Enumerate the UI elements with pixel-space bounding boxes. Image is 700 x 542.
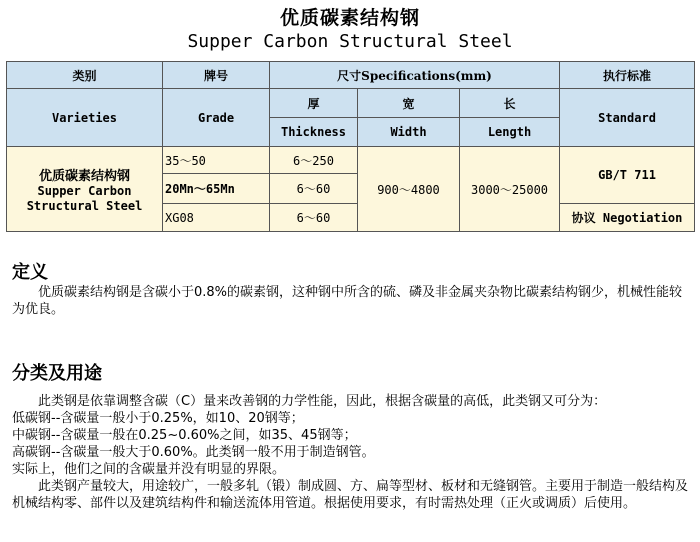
classification-line: 高碳钢--含碳量一般大于0.60%。此类钢一般不用于制造钢管。 <box>12 445 375 460</box>
thickness-cell: 6～60 <box>270 204 358 232</box>
page-title: 优质碳素结构钢 <box>279 7 420 29</box>
header-length-en: Length <box>460 118 560 147</box>
variety-name-en-line1: Supper Carbon <box>37 183 132 198</box>
definition-heading: 定义 <box>12 262 48 283</box>
classification-line: 低碳钢--含碳量一般小于0.25%，如10、20钢等； <box>12 411 304 426</box>
variety-name-cn: 优质碳素结构钢 <box>38 168 130 184</box>
header-grade-cn: 牌号 <box>163 62 270 89</box>
grade-cell: 35～50 <box>163 147 270 174</box>
spec-table <box>6 61 695 232</box>
header-category-en: Varieties <box>7 89 163 147</box>
table-row <box>7 147 695 174</box>
definition-text-block <box>12 284 692 318</box>
header-length-cn: 长 <box>460 89 560 118</box>
table-header-row-2 <box>7 89 695 118</box>
thickness-cell: 6～60 <box>270 174 358 204</box>
header-grade-en: Grade <box>163 89 270 147</box>
thickness-cell: 6～250 <box>270 147 358 174</box>
page-subtitle: Supper Carbon Structural Steel <box>187 31 513 52</box>
grade-cell: 20Mn～65Mn <box>163 174 270 204</box>
header-thickness-cn: 厚 <box>270 89 358 118</box>
header-size-cn: 尺寸Specifications(mm) <box>270 62 560 89</box>
classification-text-block <box>12 393 692 512</box>
standard-cell: GB/T 711 <box>560 147 695 204</box>
definition-text: 优质碳素结构钢是含碳小于0.8%的碳素钢，这种钢中所含的硫、磷及非金属夹杂物比碳素结构钢少，机械性能较为优良。 <box>12 285 683 317</box>
usage-text: 此类钢产量较大，用途较广，一般多轧（锻）制成圆、方、扁等型材、板材和无缝钢管。主要用于制造一般结构及机械结构零、部件以及建筑结构件和输送流体用管道。根据使用要求，有时需热处理（正火或调质）后使用。 <box>12 479 689 511</box>
standard-negotiation-cell: 协议 Negotiation <box>560 204 695 232</box>
header-width-en: Width <box>358 118 460 147</box>
classification-heading: 分类及用途 <box>12 363 102 384</box>
variety-name-en-line2: Structural Steel <box>26 198 143 213</box>
length-cell: 3000～25000 <box>460 147 560 232</box>
header-standard-en: Standard <box>560 89 695 147</box>
table-header-row-1 <box>7 62 695 89</box>
variety-cell <box>7 147 163 232</box>
header-category-cn: 类别 <box>7 62 163 89</box>
width-cell: 900～4800 <box>358 147 460 232</box>
grade-cell: XG08 <box>163 204 270 232</box>
header-width-cn: 宽 <box>358 89 460 118</box>
header-standard-cn: 执行标准 <box>560 62 695 89</box>
header-thickness-en: Thickness <box>270 118 358 147</box>
classification-line: 实际上，他们之间的含碳量并没有明显的界限。 <box>12 462 286 477</box>
classification-line: 此类钢是依靠调整含碳（C）量来改善钢的力学性能，因此，根据含碳量的高低，此类钢又可分为： <box>38 394 607 409</box>
classification-line: 中碳钢--含碳量一般在0.25~0.60%之间，如35、45钢等； <box>12 428 357 443</box>
